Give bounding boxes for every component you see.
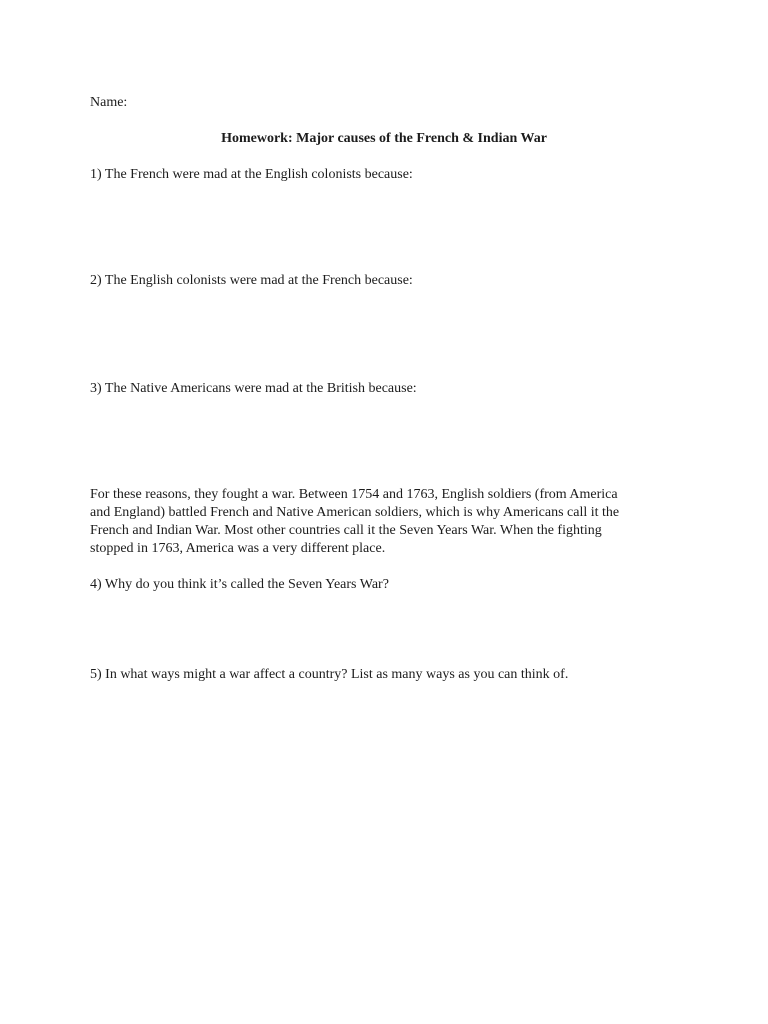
question-4: 4) Why do you think it’s called the Seven Years War? [90,577,389,592]
question-3: 3) The Native Americans were mad at the British because: [90,381,417,396]
name-label: Name: [90,95,128,110]
paragraph-line: and England) battled French and Native American soldiers, which is why Americans call it the [90,505,620,520]
context-paragraph [90,486,700,558]
paragraph-line: stopped in 1763, America was a very different place. [90,541,386,556]
worksheet-title: Homework: Major causes of the French & Indian War [221,131,547,146]
question-2: 2) The English colonists were mad at the French because: [90,273,413,288]
question-1: 1) The French were mad at the English colonists because: [90,167,413,182]
paragraph-line: For these reasons, they fought a war. Between 1754 and 1763, English soldiers (from America [90,487,618,502]
paragraph-line: French and Indian War. Most other countries call it the Seven Years War. When the fighting [90,523,602,538]
question-5: 5) In what ways might a war affect a country? List as many ways as you can think of. [90,667,569,682]
